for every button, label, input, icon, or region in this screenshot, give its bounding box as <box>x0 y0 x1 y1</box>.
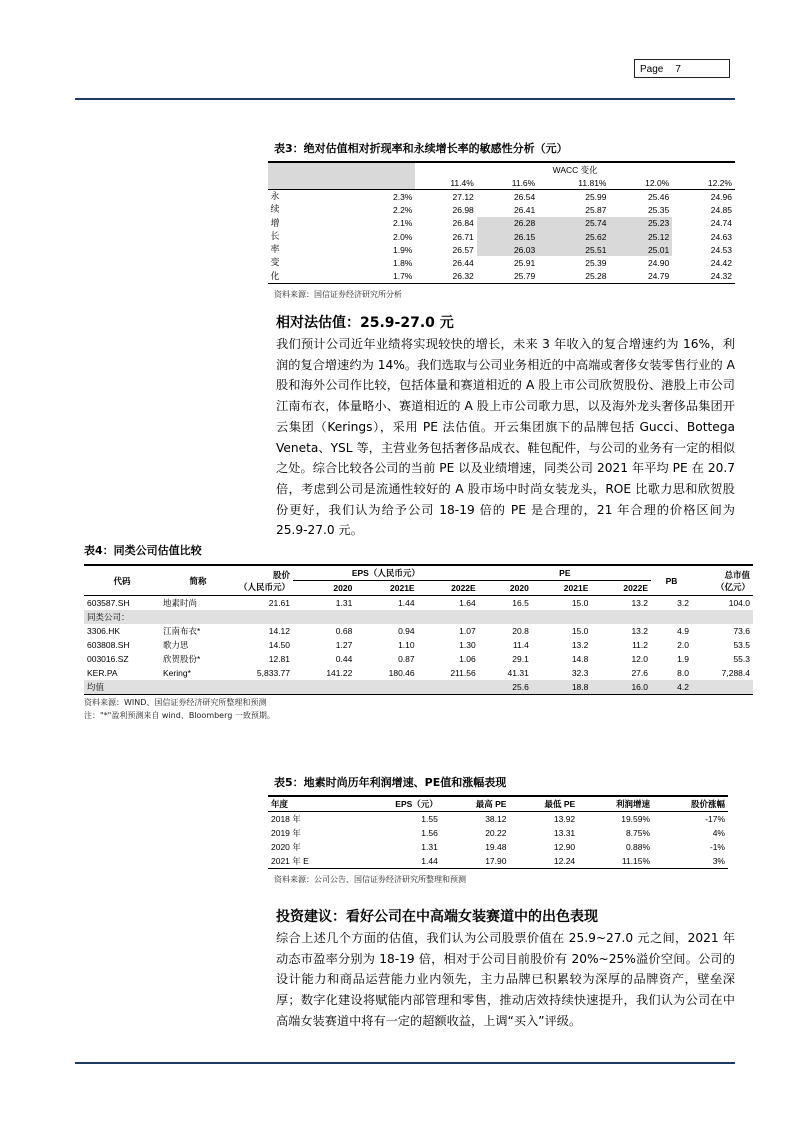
table5-cell: 17.90 <box>485 856 507 866</box>
table3-wacc: 11.4% <box>450 177 474 188</box>
table4-name: 地素时尚 <box>163 598 198 608</box>
table4-note: 注："*"盈利预测来自 wind、Bloomberg 一致预期。 <box>84 711 275 720</box>
table5-cell: 12.24 <box>553 856 576 866</box>
table3-cell: 24.74 <box>710 218 732 229</box>
table4-eps: 1.07 <box>459 626 476 636</box>
table4-code: 603808.SH <box>87 640 130 650</box>
table3-g: 2.3% <box>392 191 413 202</box>
table4-pb: 8.0 <box>677 668 689 678</box>
table5-cell: -17% <box>705 814 725 824</box>
table4-h-year: 2021E <box>390 583 415 593</box>
table4-source: 资料来源：WIND、国信证券经济研究所整理和预测 <box>84 698 267 707</box>
table4-eps: 141.22 <box>326 668 353 678</box>
table4-eps: 1.27 <box>335 640 353 650</box>
table4-eps: 1.44 <box>398 598 415 608</box>
page-number-box <box>634 59 730 78</box>
table3-cell: 26.44 <box>452 258 474 269</box>
table4-name: Kering* <box>163 668 191 678</box>
table3-cell-highlight: 25.12 <box>610 230 673 243</box>
table5-cell: 13.92 <box>553 814 576 824</box>
table4-code: 003016.SZ <box>87 654 129 664</box>
table4-mcap: 73.6 <box>733 626 750 636</box>
table3-cell-highlight: 25.62 <box>538 230 609 243</box>
table4-eps: 180.46 <box>388 668 415 678</box>
table3-g: 1.8% <box>392 258 413 269</box>
table5-cell: 1.44 <box>421 856 438 866</box>
table3-cell: 25.46 <box>647 191 670 202</box>
table4-eps: 0.44 <box>335 654 353 664</box>
table4-eps: 211.56 <box>450 668 476 678</box>
table3-wacc: 11.6% <box>511 177 536 188</box>
table5-h: 利润增速 <box>616 799 651 809</box>
table4-h-price-label: 股价 <box>273 569 291 580</box>
footer-rule <box>75 1062 735 1064</box>
table3-g: 2.0% <box>392 231 413 242</box>
header-rule <box>75 98 735 100</box>
table3-cell: 24.63 <box>710 231 732 242</box>
table5-cell: 20.22 <box>485 828 507 838</box>
table5-h: 最高 PE <box>475 799 507 809</box>
table5-cell: 1.55 <box>421 814 438 824</box>
table3-cell: 25.28 <box>585 271 607 282</box>
table3-wacc-label: WACC 变化 <box>552 164 598 175</box>
table4-h-eps: EPS（人民币元） <box>293 566 479 581</box>
table3-cell: 25.35 <box>647 204 670 215</box>
table4-avg-pb: 4.2 <box>651 680 692 694</box>
table3-cell: 26.41 <box>513 204 536 215</box>
table4 <box>84 566 753 694</box>
table4-price: 14.12 <box>268 626 291 636</box>
table3-cell-highlight: 25.23 <box>610 217 673 230</box>
table4-pe: 13.2 <box>631 626 648 636</box>
table4-pb: 3.2 <box>677 598 689 608</box>
table4-block <box>84 542 753 721</box>
table4-avg-label: 均值 <box>84 680 479 694</box>
table4-mcap: 104.0 <box>728 598 750 608</box>
table4-h-mcap <box>692 566 753 596</box>
table3-cell-highlight: 26.28 <box>477 217 538 230</box>
table3-cell: 27.12 <box>452 191 474 202</box>
table3-cell: 25.79 <box>513 271 536 282</box>
table4-h-year: 2021E <box>563 583 589 593</box>
table4-pe: 12.0 <box>631 654 648 664</box>
table5-source: 资料来源：公司公告、国信证券经济研究所整理和预测 <box>274 875 466 884</box>
table4-avg-empty <box>692 680 753 694</box>
table3-cell: 24.79 <box>647 271 670 282</box>
table4-peer-label: 同类公司： <box>84 610 753 624</box>
table5-cell: 13.31 <box>553 828 576 838</box>
table5-cell: 19.59% <box>621 814 651 824</box>
table3-cell: 26.98 <box>452 204 474 215</box>
page-label: Page <box>640 64 664 75</box>
table4-pe: 15.0 <box>571 598 589 608</box>
table5-cell: 38.12 <box>485 814 507 824</box>
table4-pe: 13.2 <box>571 640 589 650</box>
table3-row-label-cell <box>268 190 282 284</box>
table3-corner2 <box>268 176 415 190</box>
section2-body: 综合上述几个方面的估值，我们认为公司股票价值在 25.9~27.0 元之间，2021 年动态市盈率分别为 18-19 倍，相对于公司目前股价有 20%~25%溢价空间。公司的设计能力和商品运营能力业内领先，主力品牌已积累较为深厚的品牌资产，壁垒深厚；数字化建设将赋能内部管理和零售，推动店效持续快速提升，我们认为公司在中高端女装赛道中将有一定的超额收益，上调“买入”评级。 <box>276 931 735 1028</box>
table3-cell: 25.91 <box>513 258 536 269</box>
table4-pb: 4.9 <box>677 626 689 636</box>
table4-h-price <box>236 566 293 596</box>
table4-name: 江南布衣* <box>163 626 201 636</box>
table4-eps: 1.10 <box>398 640 415 650</box>
table5-cell: -1% <box>709 842 725 852</box>
table5-cell: 2018 年 <box>271 814 301 824</box>
table3-cell-highlight: 25.51 <box>538 243 609 256</box>
table3-block <box>268 140 735 300</box>
table3-caption: 表3：绝对估值相对折现率和永续增长率的敏感性分析（元） <box>274 142 568 155</box>
table4-pb: 2.0 <box>677 640 689 650</box>
table4-pe: 11.2 <box>632 640 648 650</box>
table4-avg-pe: 16.0 <box>591 680 651 694</box>
table4-h-pb: PB <box>665 575 678 586</box>
table4-h-code: 代码 <box>113 575 131 586</box>
table4-h-year: 2022E <box>451 583 476 593</box>
table5-cell: 1.56 <box>421 828 438 838</box>
table4-price: 21.61 <box>268 598 291 608</box>
table3-cell-highlight: 25.74 <box>538 217 609 230</box>
table3-wacc: 11.81% <box>578 177 607 188</box>
table4-h-price-unit: （人民币元） <box>239 581 291 592</box>
table4-h-year: 2020 <box>509 583 529 593</box>
section2-title: 投资建议：看好公司在中高端女装赛道中的出色表现 <box>276 909 598 925</box>
table5-cell: 2021 年 E <box>271 856 309 866</box>
table4-h-pe: PE <box>479 566 651 581</box>
table3-cell: 24.42 <box>710 258 732 269</box>
table3-bottom-rule <box>268 283 735 284</box>
table4-code: 603587.SH <box>87 598 130 608</box>
table5-cell: 1.31 <box>421 842 438 852</box>
table4-eps: 0.68 <box>335 626 353 636</box>
table4-code: KER.PA <box>87 668 118 678</box>
table4-h-year: 2020 <box>333 583 353 593</box>
table4-pe: 14.8 <box>571 654 589 664</box>
table3-source: 资料来源：国信证券经济研究所分析 <box>274 290 402 300</box>
table4-avg-pe: 25.6 <box>479 680 532 694</box>
table5 <box>268 797 728 868</box>
table4-caption: 表4：同类公司估值比较 <box>84 544 202 557</box>
table5-cell: 3% <box>712 856 725 866</box>
table3-g: 1.9% <box>392 244 413 255</box>
table4-eps: 0.87 <box>398 654 415 664</box>
table3-cell: 25.39 <box>585 258 607 269</box>
table4-pe: 27.6 <box>631 668 648 678</box>
table4-h-mcap-unit: （亿元） <box>715 581 750 592</box>
table3-cell-highlight: 26.15 <box>477 230 538 243</box>
table3-g: 2.1% <box>392 218 413 229</box>
table3-cell: 24.96 <box>710 191 732 202</box>
table4-bottom-rule <box>84 694 753 695</box>
table5-h: 年度 <box>271 799 289 809</box>
table5-cell: 0.88% <box>625 842 651 852</box>
table4-pe: 32.3 <box>571 668 589 678</box>
table4-price: 14.50 <box>268 640 291 650</box>
table4-mcap: 55.3 <box>733 654 750 664</box>
table3-cell-highlight: 25.01 <box>610 243 673 256</box>
table3-cell: 25.87 <box>585 204 607 215</box>
section1-body: 我们预计公司近年业绩将实现较快的增长，未来 3 年收入的复合增速约为 16%，利润的复合增速约为 14%。我们选取与公司业务相近的中高端或奢侈女装零售行业的 A 股和海外公司作比较，包括体量和赛道相近的 A 股上市公司欣贺股份、港股上市公司江南布衣，体量略小、赛道相近的 A 股上市公司歌力思，以及海外龙头奢侈品集团开云集团（Kerings），采用 PE 法估值。开云集团旗下的品牌包括 Gucci、Bottega Veneta、YSL 等，主营业务包括奢侈品成衣、鞋包配件，与公司的业务有一定的相似之处。综合比较各公司的当前 PE 以及业绩增速，同类公司 2021 年平均 PE 在 20.7 倍，考虑到公司是流通性较好的 A 股市场中时尚女装龙头，ROE 比歌力思和欣贺股份更好，我们认为给予公司 18-19 倍的 PE 是合理的，21 年合理的价格区间为 25.9-27.0 元。 <box>276 337 735 538</box>
table3-cell: 26.57 <box>452 244 474 255</box>
table4-h-name: 简称 <box>189 575 207 586</box>
table4-price: 12.81 <box>268 654 291 664</box>
table4-h-year: 2022E <box>623 583 648 593</box>
table5-cell: 19.48 <box>485 842 507 852</box>
table4-name: 歌力思 <box>163 640 189 650</box>
table5-block <box>268 774 728 885</box>
table5-bottom-rule <box>268 868 728 869</box>
page-number: 7 <box>675 64 681 75</box>
table4-pe: 16.5 <box>512 598 529 608</box>
table4-pe: 29.1 <box>512 654 529 664</box>
table5-caption: 表5：地素时尚历年利润增速、PE值和涨幅表现 <box>274 776 507 789</box>
table4-eps: 1.64 <box>459 598 476 608</box>
table3-g: 1.7% <box>392 271 413 282</box>
table3-wacc: 12.2% <box>707 177 732 188</box>
table4-name: 欣贺股份* <box>163 654 201 664</box>
table3-cell: 24.85 <box>710 204 732 215</box>
table5-cell: 4% <box>712 828 725 838</box>
table4-pb: 1.9 <box>677 654 689 664</box>
table3-corner <box>268 163 415 176</box>
table5-cell: 11.15% <box>621 856 651 866</box>
table4-h-mcap-label: 总市值 <box>724 569 750 580</box>
table5-h: 股价涨幅 <box>690 799 725 809</box>
table3-cell: 24.53 <box>710 244 732 255</box>
table4-eps: 1.31 <box>335 598 353 608</box>
table3-cell: 26.54 <box>513 191 536 202</box>
table3-cell: 26.84 <box>452 218 474 229</box>
section1-title: 相对法估值：25.9-27.0 元 <box>276 315 454 331</box>
table4-eps: 1.30 <box>459 640 476 650</box>
table3-cell: 26.71 <box>452 231 474 242</box>
table5-h: 最低 PE <box>544 799 576 809</box>
table4-code: 3306.HK <box>87 626 121 636</box>
table4-price: 5,833.77 <box>256 668 291 678</box>
table4-eps: 0.94 <box>398 626 415 636</box>
table4-mcap: 53.5 <box>733 640 750 650</box>
table4-mcap: 7,288.4 <box>721 668 750 678</box>
table5-cell: 2020 年 <box>271 842 301 852</box>
table4-avg-pe: 18.8 <box>532 680 592 694</box>
table5-cell: 12.90 <box>553 842 576 852</box>
table4-pe: 41.31 <box>507 668 529 678</box>
table4-pe: 20.8 <box>512 626 529 636</box>
table3-cell: 25.99 <box>585 191 607 202</box>
table3-cell: 24.90 <box>647 258 670 269</box>
table3-g: 2.2% <box>392 204 413 215</box>
table3-cell-highlight: 26.03 <box>477 243 538 256</box>
table3-wacc: 12.0% <box>645 177 670 188</box>
table3-row-label: 永续增长率变化 <box>270 191 280 281</box>
table5-cell: 8.75% <box>625 828 651 838</box>
table5-cell: 2019 年 <box>271 828 301 838</box>
table3 <box>268 163 735 283</box>
table4-eps: 1.06 <box>459 654 476 664</box>
table4-pe: 11.4 <box>512 640 529 650</box>
table4-pe: 15.0 <box>571 626 589 636</box>
table3-cell: 26.32 <box>452 271 474 282</box>
table4-pe: 13.2 <box>631 598 648 608</box>
table5-h: EPS（元） <box>395 799 438 809</box>
table3-cell: 24.32 <box>710 271 732 282</box>
